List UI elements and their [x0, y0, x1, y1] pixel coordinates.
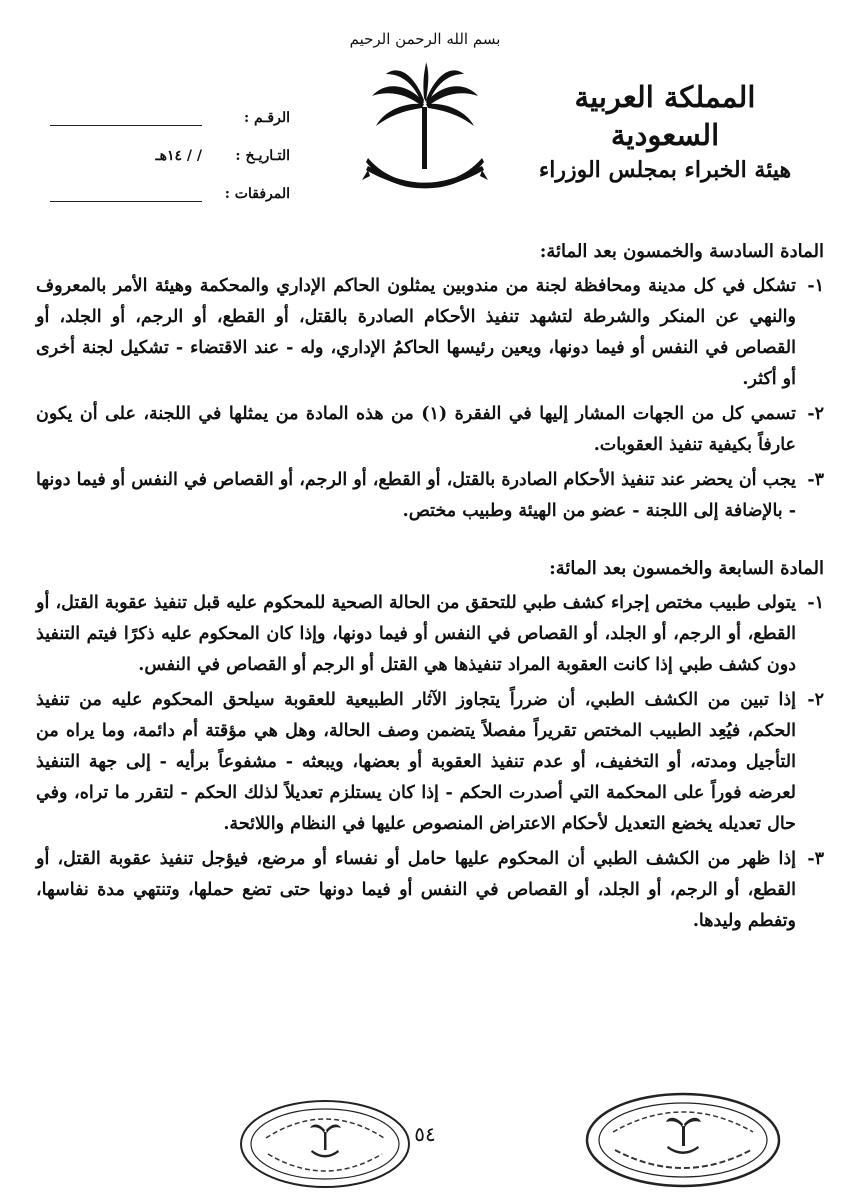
item-text: تسمي كل من الجهات المشار إليها في الفقرة (١) من هذه المادة من يمثلها في اللجنة، على أن يكون عارفاً بكيفية تنفيذ العقوبات.	[36, 404, 796, 455]
article-157-item	[36, 588, 824, 681]
item-text: إذا تبين من الكشف الطبي، أن ضرراً يتجاوز الآثار الطبيعية للعقوبة سيلحق المحكوم عليه من تنفيذ الحكم، فيُعِد الطبيب المختص تقريراً مفصلاً يتضمن وصف الحالة، وهل هي مؤقتة أم دائمة، وما يراه من التأجيل ومدته، أو التخفيف، أو عدم تنفيذ العقوبة أو بعضها، ويبعثه - مشفوعاً برأيه - إلى جهة التنفيذ لعرضه فوراً على المحكمة التي أصدرت الحكم - إذا كان يستلزم تعديلاً لذلك الحكم - لتقرر ما تراه، وفي حال تعديله يخضع التعديل لأحكام الاعتراض المنصوص عليها في النظام واللائحة.	[36, 690, 796, 834]
date-label: التـاريـخ :	[235, 148, 290, 164]
reference-fields	[40, 88, 290, 202]
article-156-item	[36, 399, 824, 461]
item-text: إذا ظهر من الكشف الطبي أن المحكوم عليها حامل أو نفساء أو مرضع، فيؤجل تنفيذ عقوبة القتل، أو القطع، أو الرجم، أو الجلد، أو القصاص في النفس أو فيما دونها حتى تضع حملها، وتنتهي مدة نفاسها، وتفطم وليدها.	[36, 849, 796, 931]
item-number: ١-	[807, 593, 824, 613]
official-seal-left	[238, 1098, 413, 1190]
item-text: تشكل في كل مدينة ومحافظة لجنة من مندوبين يمثلون الحاكم الإداري والمحكمة وهيئة الأمر بالمعروف والنهي عن المنكر والشرطة لتشهد تنفيذ الأحكام الصادرة بالقتل، أو القطع، أو الرجم، أو الجلد، أو القصاص في النفس أو فيما دونها، ويعين رئيسها الحاكمُ الإداري، وله - عند الاقتضاء - تشكيل لجنة أخرى أو أكثر.	[36, 276, 796, 389]
item-text: يجب أن يحضر عند تنفيذ الأحكام الصادرة بالقتل، أو القطع، أو الرجم، أو القصاص في النفس أو فيما دونها - بالإضافة إلى اللجنة - عضو من الهيئة وطبيب مختص.	[36, 470, 796, 521]
page-number: ٥٤	[414, 1122, 436, 1146]
palm-and-swords-emblem	[360, 62, 490, 202]
item-number: ٢-	[807, 690, 824, 710]
article-156-heading: المادة السادسة والخمسون بعد المائة:	[539, 241, 824, 262]
attachments-row	[40, 164, 290, 202]
org-name-line1: المملكة العربية السعودية	[574, 80, 756, 152]
date-row	[40, 126, 290, 164]
basmala: بسم الله الرحمن الرحيم	[349, 30, 501, 48]
article-156-item	[36, 465, 824, 527]
ref-number-label: الرقـم :	[243, 110, 290, 126]
date-value: / / ١٤هـ	[155, 148, 202, 164]
org-name-line2: هيئة الخبراء بمجلس الوزراء	[538, 157, 792, 183]
item-number: ٣-	[807, 849, 824, 869]
item-number: ١-	[807, 276, 824, 296]
item-number: ٢-	[807, 404, 824, 424]
ref-number-line	[50, 111, 202, 126]
article-156-item	[36, 271, 824, 395]
official-seal-right	[583, 1090, 783, 1190]
item-text: يتولى طبيب مختص إجراء كشف طبي للتحقق من الحالة الصحية للمحكوم عليه قبل تنفيذ عقوبة القتل، أو القطع، أو الرجم، أو الجلد، أو القصاص في النفس أو فيما دونها، وإذا كان المحكوم عليه ذكرًا فيتم التنفيذ دون كشف طبي إذا كانت العقوبة المراد تنفيذها هي القتل أو الرجم أو القصاص في النفس.	[36, 593, 796, 675]
attachments-label: المرفقات :	[224, 186, 290, 202]
article-157-heading: المادة السابعة والخمسون بعد المائة:	[549, 558, 824, 579]
organization-title	[520, 78, 810, 186]
document-body	[36, 236, 824, 941]
article-157-item	[36, 844, 824, 937]
attachments-line	[50, 187, 202, 202]
article-157-item	[36, 685, 824, 840]
item-number: ٣-	[807, 470, 824, 490]
ref-number-row	[40, 88, 290, 126]
